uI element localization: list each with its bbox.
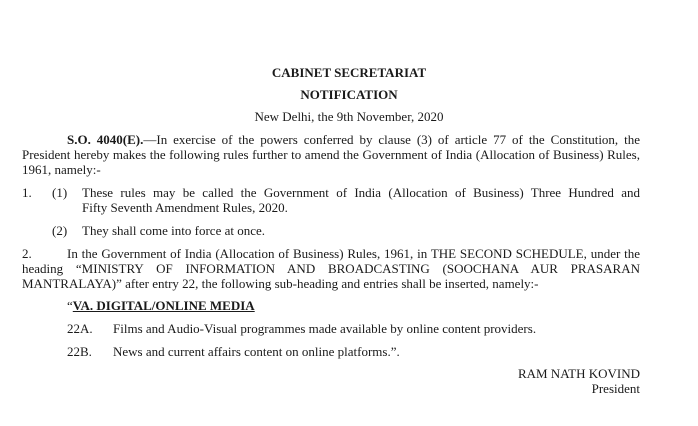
intro-line-1-text: —In exercise of the powers conferred by clause (3) of article 77 of the Constitution, the <box>143 132 641 147</box>
intro-line-2: President hereby makes the following rules further to amend the Government of India (Allocation of Business) Rules, <box>22 147 640 162</box>
inserted-subheading <box>67 298 255 313</box>
entry-22a-text: Films and Audio-Visual programmes made available by online content providers. <box>113 321 537 336</box>
entry-22b-text: News and current affairs content on online platforms.”. <box>113 344 400 359</box>
rule-1-number: 1. <box>22 185 32 200</box>
digital-media-subheading: VA. DIGITAL/ONLINE MEDIA <box>72 298 255 313</box>
open-quote: “ <box>67 298 73 313</box>
rule-1-sub-1-number: (1) <box>52 185 68 200</box>
intro-line-3: 1961, namely:- <box>22 162 101 177</box>
intro-line-1 <box>67 132 640 147</box>
dateline: New Delhi, the 9th November, 2020 <box>254 109 444 124</box>
rule-1-sub-1-line-1: These rules may be called the Government of India (Allocation of Business) Three Hundred and <box>82 185 640 200</box>
rule-2-number: 2. <box>22 246 32 261</box>
rule-1-sub-1-line-2: Fifty Seventh Amendment Rules, 2020. <box>82 200 288 215</box>
entry-22b-number: 22B. <box>67 344 92 359</box>
entry-22a-number: 22A. <box>67 321 93 336</box>
rule-1-sub-2-text: They shall come into force at once. <box>82 223 266 238</box>
signatory-name: RAM NATH KOVIND <box>517 366 640 381</box>
rule-2-line-2: heading “MINISTRY OF INFORMATION AND BROADCASTING (SOOCHANA AUR PRASARAN <box>22 261 640 276</box>
order-reference: S.O. 4040(E). <box>67 132 144 147</box>
heading: CABINET SECRETARIAT <box>271 65 427 80</box>
rule-1-sub-2-number: (2) <box>52 223 68 238</box>
rule-2-line-1: In the Government of India (Allocation of Business) Rules, 1961, in THE SECOND SCHEDULE, under the <box>67 246 640 261</box>
signatory-title: President <box>591 381 640 396</box>
subheading: NOTIFICATION <box>300 87 398 102</box>
rule-2-line-3: MANTRALAYA)” after entry 22, the following sub-heading and entries shall be inserted, namely:- <box>22 276 539 291</box>
